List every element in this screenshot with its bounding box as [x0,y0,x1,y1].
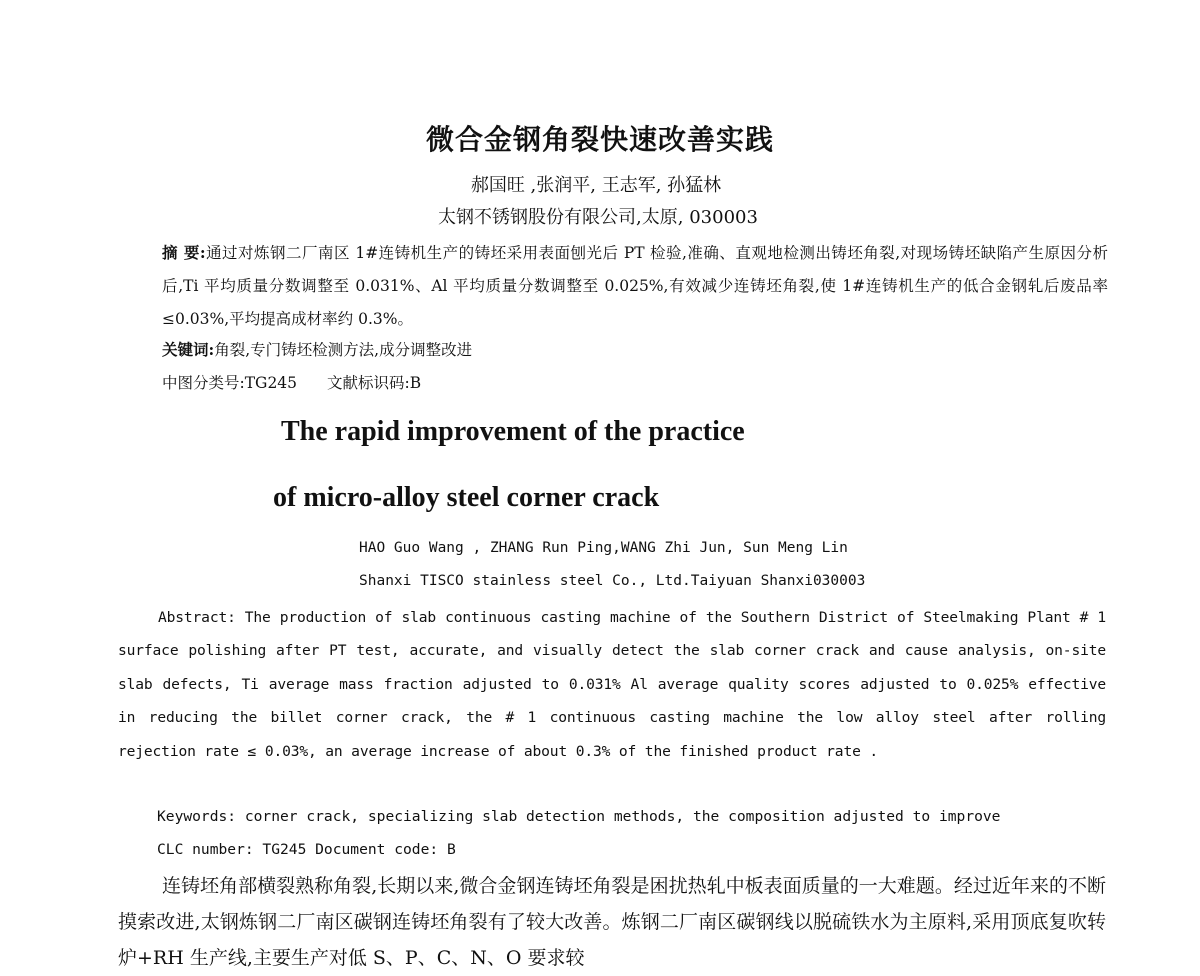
chinese-title: 微合金钢角裂快速改善实践 [425,123,774,156]
chinese-abstract-label: 摘 要: [162,243,206,262]
chinese-abstract-text: 通过对炼钢二厂南区 1#连铸机生产的铸坯采用表面刨光后 PT 检验,准确、直观地检测出铸坯角裂,对现场铸坯缺陷产生原因分析后,Ti 平均质量分数调整至 0.031%、Al 平均质量分数调整至 0.025%,有效减少连铸坯角裂,使 1#连铸机生产的低合金钢轧后废品率≤0.03%,平均提高成材率约 0.3%。 [162,244,1108,328]
chinese-affiliation: 太钢不锈钢股份有限公司,太原, 030003 [438,207,758,228]
english-title-line2: of micro-alloy steel corner crack [273,482,660,513]
english-clc-line: CLC number: TG245 Document code: B [157,841,456,858]
chinese-keywords [162,338,472,360]
chinese-document-code: 文献标识码:B [327,374,422,392]
english-keywords: Keywords: corner crack, specializing slab detection methods, the composition adjusted to improve [157,808,1001,825]
body-paragraph: 连铸坯角部横裂熟称角裂,长期以来,微合金钢连铸坯角裂是困扰热轧中板表面质量的一大难题。经过近年来的不断摸索改进,太钢炼钢二厂南区碳钢连铸坯角裂有了较大改善。炼钢二厂南区碳钢线以脱硫铁水为主原料,采用顶底复吹转炉+RH 生产线,主要生产对低 S、P、C、N、O 要求较 [118,875,1106,969]
english-affiliation: Shanxi TISCO stainless steel Co., Ltd.Taiyuan Shanxi030003 [359,573,866,589]
chinese-keywords-label: 关键词: [162,340,215,359]
chinese-clc-number: 中图分类号:TG245 [162,374,298,392]
english-title-line1: The rapid improvement of the practice [281,416,745,447]
chinese-abstract [118,236,1108,336]
english-abstract: Abstract: The production of slab continuous casting machine of the Southern District of Steelmaking Plant # 1 surface polishing after PT test, accurate, and visually detect the slab corner crack and cause analysis, on-site slab defects, Ti average mass fraction adjusted to 0.031% Al average quality scores adjusted to 0.025% effective in reducing the billet corner crack, the # 1 continuous casting machine the low alloy steel after rolling rejection rate ≤ 0.03%, an average increase of about 0.3% of the finished product rate . [118,609,1106,760]
chinese-authors: 郝国旺 ,张润平, 王志军, 孙猛林 [470,175,722,196]
english-authors: HAO Guo Wang , ZHANG Run Ping,WANG Zhi Jun, Sun Meng Lin [359,540,848,556]
chinese-keywords-text: 角裂,专门铸坯检测方法,成分调整改进 [214,341,473,359]
chinese-classification [162,371,421,393]
